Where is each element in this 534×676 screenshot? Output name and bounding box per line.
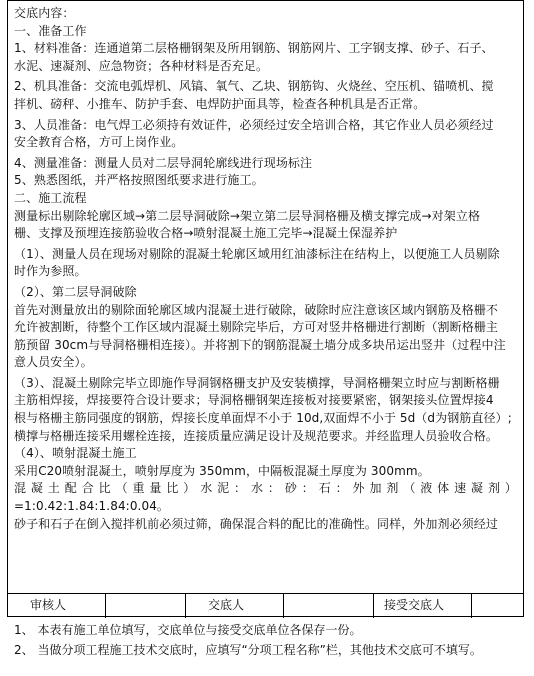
subsection-title: （2）、第二层导洞破除 xyxy=(14,284,137,299)
paragraph-line: 2、机具准备：交流电弧焊机、风镐、氧气、乙块、钢筋钩、火烧丝、空压机、锚喷机、搅 xyxy=(14,79,494,94)
paragraph-line: 主筋相焊接，焊接要符合设计要求；导洞格栅钢架连接板对接要紧密，钢架接头位置焊接4 xyxy=(14,393,494,408)
receiver-label: 接受交底人 xyxy=(374,594,472,618)
paragraph-line: 意人员安全）。 xyxy=(14,355,93,370)
paragraph-line: 首先对测量放出的剔除面轮廓区域内混凝土进行破除，破除时应注意该区域内钢筋及格栅不 xyxy=(14,302,499,317)
paragraph-line: （3）、混凝土剔除完毕立即施作导洞钢格栅支护及安装横撑，导洞格栅架立时应与割断格栅 xyxy=(14,375,500,390)
paragraph-line: 筋预留 30cm与导洞格栅相连接）。并将割下的钢筋混凝土墙分成多块吊运出竖井（过程中注 xyxy=(14,337,506,352)
content-heading: 交底内容： xyxy=(14,6,75,20)
disclosure-form xyxy=(7,0,524,617)
paragraph-line: 允许被割断，待整个工作区域内混凝土剔除完毕后，方可对竖井格栅进行割断（割断格栅主 xyxy=(14,320,499,335)
section-title-process: 二、施工流程 xyxy=(14,190,87,205)
subsection-title: （4）、喷射混凝土施工 xyxy=(14,446,137,461)
section-title-preparation: 一、准备工作 xyxy=(14,23,87,38)
reviewer-field[interactable] xyxy=(106,594,186,618)
paragraph-line: 1、材料准备：连通道第二层格栅钢架及所用钢筋、钢筋网片、工字钢支撑、砂子、石子、 xyxy=(14,41,494,56)
receiver-field[interactable] xyxy=(472,594,523,618)
paragraph-line: 根与格栅主筋同强度的钢筋，焊接长度单面焊不小于 10d,双面焊不小于 5d（d为钢筋直径）; xyxy=(14,411,512,426)
paragraph-line: 混凝土配合比（重量比）水泥：水：砂：石：外加剂（液体速凝剂）=1:0.42:1.84:1.84:0.04。 xyxy=(14,481,517,514)
paragraph-line: （1）、测量人员在现场对剔除的混凝土轮廓区域用红油漆标注在结构上，以便施工人员剔除 xyxy=(14,246,500,261)
paragraph-line: 安全教育合格，方可上岗作业。 xyxy=(14,135,184,150)
reviewer-label: 审核人 xyxy=(8,594,106,618)
form-notes xyxy=(14,620,524,660)
paragraph-line: 时作为参照。 xyxy=(14,264,87,279)
note-item: 2、 当做分项工程施工技术交底时，应填写“分项工程名称”栏，其他技术交底可不填写。 xyxy=(14,643,482,657)
disclosure-content xyxy=(8,1,523,593)
paragraph-line: 采用C20喷射混凝土，喷射厚度为 350mm，中隔板混凝土厚度为 300mm。 xyxy=(14,463,430,478)
discloser-field[interactable] xyxy=(284,594,374,618)
note-item: 1、 本表有施工单位填写，交底单位与接受交底单位各保存一份。 xyxy=(14,623,362,637)
paragraph-line: 测量标出剔除轮廓区域→第二层导洞破除→架立第二层导洞格栅及横支撑完成→对架立格 xyxy=(14,208,481,223)
paragraph-line: 栅、支撑及预埋连接筋验收合格→喷射混凝土施工完毕→混凝土保湿养护 xyxy=(14,226,398,241)
paragraph-line: 横撑与格栅连接采用螺栓连接，连接质量应满足设计及规范要求。并经监理人员验收合格。 xyxy=(14,428,499,443)
paragraph-line: 5、熟悉图纸，并严格按照图纸要求进行施工。 xyxy=(14,173,264,188)
paragraph-line: 3、人员准备：电气焊工必须持有效证件，必须经过安全培训合格，其它作业人员必须经过 xyxy=(14,117,494,132)
paragraph-line: 4、测量准备：测量人员对二层导洞轮廓线进行现场标注 xyxy=(14,155,313,170)
paragraph-line: 拌机、磅秤、小推车、防护手套、电焊防护面具等，检查各种机具是否正常。 xyxy=(14,96,426,111)
discloser-label: 交底人 xyxy=(186,594,284,618)
paragraph-line: 砂子和石子在倒入搅拌机前必须过筛，确保混合料的配比的准确性。同样，外加剂必须经过 xyxy=(14,516,499,531)
paragraph-line: 水泥、速凝剂、应急物资；各种材料是否充足。 xyxy=(14,58,269,73)
signature-row xyxy=(8,593,523,618)
